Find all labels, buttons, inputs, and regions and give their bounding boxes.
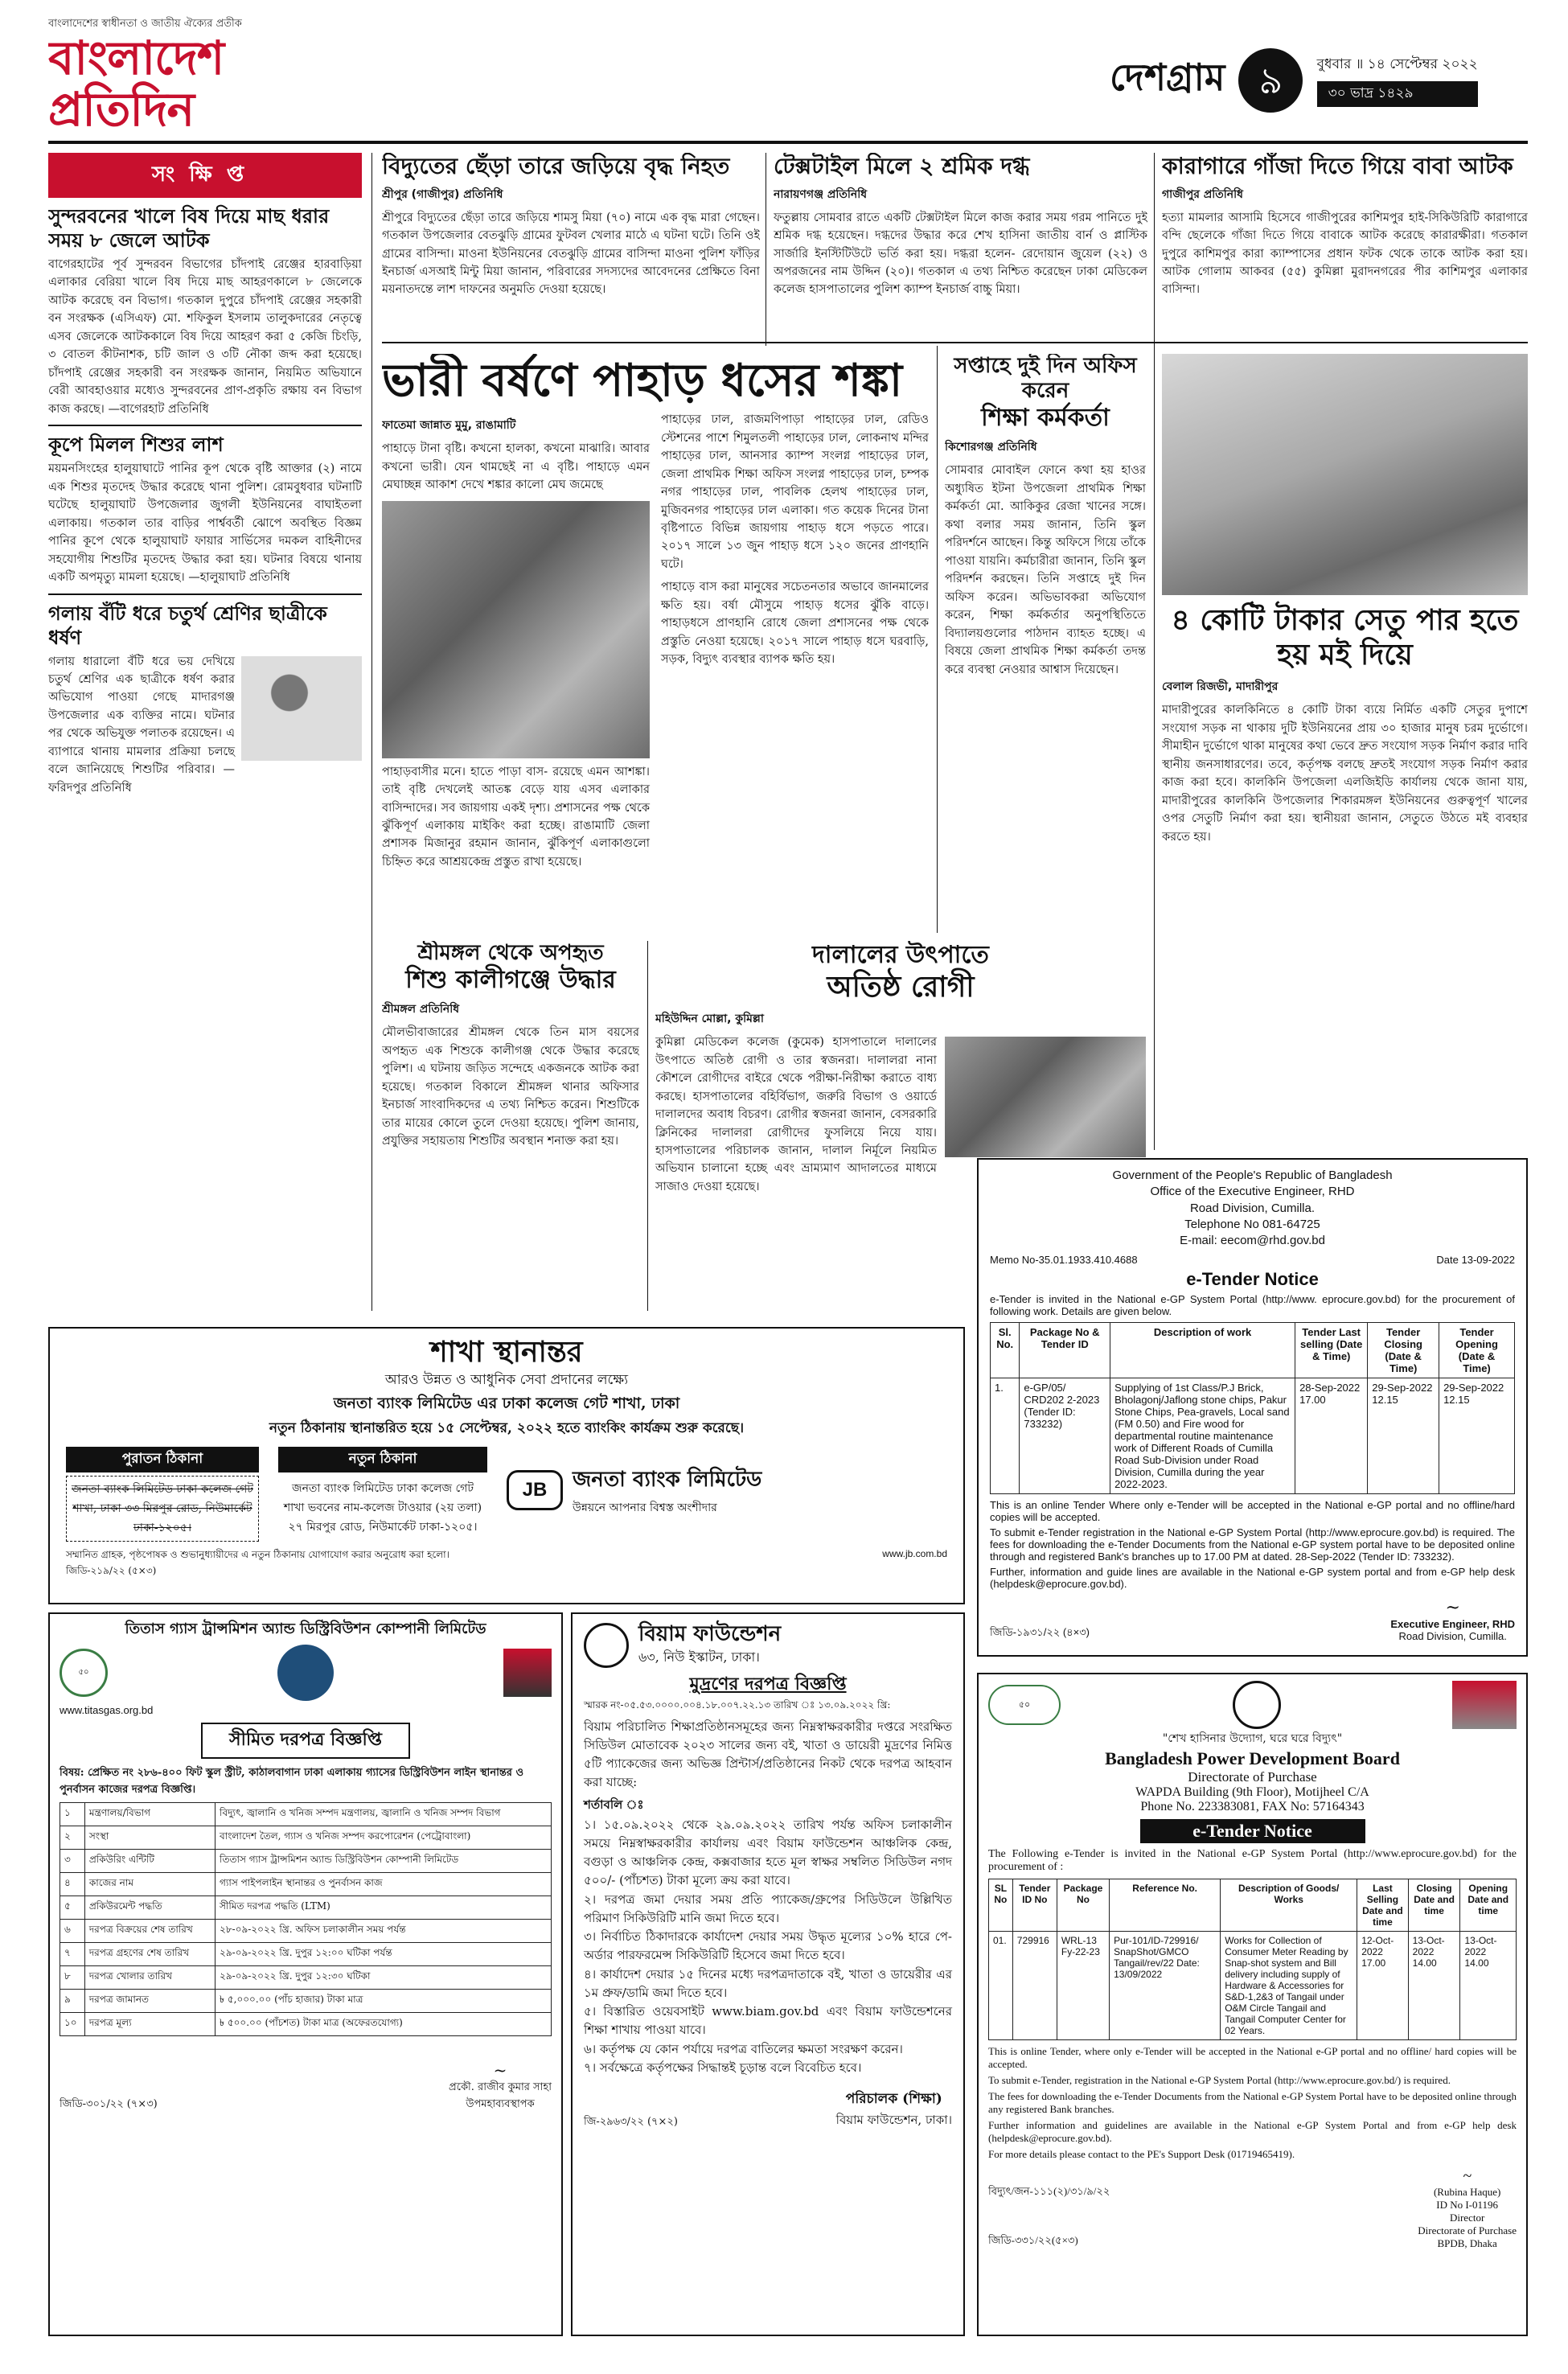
note: Further, information and guide lines are available in the National e-GP system portal and from e-GP help desk (helpdesk@eprocure.gov.bd). <box>990 1566 1515 1591</box>
janata-logo-icon: JB <box>507 1470 563 1510</box>
article-byline: কিশোরগঞ্জ প্রতিনিধি <box>945 441 1037 454</box>
article-headline-top: সপ্তাহে দুই দিন অফিস করেন <box>954 354 1137 404</box>
cell: দরপত্র বিক্রয়ের শেষ তারিখ <box>84 1919 215 1942</box>
cell: ৮ <box>60 1965 85 1989</box>
row-divider <box>382 342 1528 343</box>
article-byline: গাজীপুর প্রতিনিধি <box>1162 187 1244 201</box>
col-header: Opening Date and time <box>1460 1879 1517 1932</box>
column-divider <box>1154 346 1155 1150</box>
col-header: Tender ID No <box>1012 1879 1057 1932</box>
signer-title: পরিচালক (শিক্ষা) <box>845 2091 942 2108</box>
biam-ad[interactable] <box>571 1612 965 2336</box>
memo-no: স্মারক নং-০৫.৫৩.০০০০.০০৪.১৮.০০৭.২২.১৩ তারিখ ঃ ১৩.০৯.২০২২ খ্রি: <box>584 1698 891 1711</box>
board-name: Bangladesh Power Development Board <box>1105 1748 1400 1768</box>
signer-title: Executive Engineer, RHD <box>1390 1618 1515 1631</box>
table-row <box>60 1942 552 1965</box>
column-divider <box>647 941 648 1311</box>
ad-line: নতুন ঠিকানায় স্থানান্তরিত হয়ে ১৫ সেপ্টেম্বর, ২০২২ হতে ব্যাংকিং কার্যক্রম শুরু করেছে। <box>269 1420 745 1437</box>
address: WAPDA Building (9th Floor), Motijheel C/A <box>1135 1785 1369 1799</box>
titas-gas-ad[interactable] <box>48 1612 563 2336</box>
masthead-name: বাংলাদেশ প্রতিদিন <box>48 31 224 137</box>
list-item[interactable] <box>48 198 362 426</box>
cell: দরপত্র খোলার তারিখ <box>84 1965 215 1989</box>
article-body: সোমবার মোবাইল ফোনে কথা হয় হাওর অধ্যুষিত ইটনা উপজেলা প্রাথমিক শিক্ষা কর্মকর্তা মো. আকিকুর রেজা খানের সঙ্গে। কথা বলার সময় জানান, তিনি স্কুল পরিদর্শনে আছেন। কিন্তু অফিসে গিয়ে তাঁকে পাওয়া যায়নি। কর্মচারীরা জানান, তিনি স্কুল পরিদর্শন করছেন। তিনি সপ্তাহে দুই দিন অফিস করেন। অভিভাবকরা অভিযোগ করেন, শিক্ষা কর্মকর্তার অনুপস্থিতিতে বিদ্যালয়গুলোর পাঠদান ব্যাহত হচ্ছে। এ বিষয়ে জেলা প্রাথমিক শিক্ষা কর্মকর্তা তদন্ত করে ব্যবস্থা নেওয়ার আশ্বাস দিয়েছেন। <box>945 464 1146 676</box>
signer-org: BPDB, Dhaka <box>1437 2237 1497 2249</box>
cell: 29-Sep-2022 12.15 <box>1439 1378 1515 1494</box>
list-item[interactable] <box>48 595 362 804</box>
cell: দরপত্র মূল্য <box>84 2012 215 2035</box>
table-row <box>60 1849 552 1872</box>
slogan: "শেখ হাসিনার উদ্যোগ, ঘরে ঘরে বিদ্যুৎ" <box>1162 1732 1343 1745</box>
article-headline-top: শ্রীমঙ্গল থেকে অপহৃত <box>417 941 604 965</box>
signature: ~ <box>493 2060 507 2080</box>
masthead-rule <box>48 141 1528 144</box>
signer-office: Road Division, Cumilla. <box>1398 1630 1507 1643</box>
cell: 12-Oct-2022 17.00 <box>1357 1932 1408 2040</box>
lead-body-1: পাহাড়বাসীর মনে। হাতে পাড়া বাস- রয়েছে এমন আশঙ্কা। তাই বৃষ্টি দেখলেই আতঙ্ক বেড়ে যায় এসব এলাকার বাসিন্দাদের। সব জায়গায় একই দৃশ্য। প্রশাসনের পক্ষ থেকে ঝুঁকিপূর্ণ এলাকায় মাইকিং করা হচ্ছে। রাঙামাটি জেলা প্রশাসক মিজানুর রহমান জানান, ঝুঁকিপূর্ণ এলাকাগুলো চিহ্নিত করে আশ্রয়কেন্দ্র প্রস্তুত রাখা হয়েছে। <box>382 765 650 869</box>
cell: 13-Oct-2022 14.00 <box>1408 1932 1460 2040</box>
article-setu[interactable] <box>1162 354 1528 1158</box>
ad-line: আরও উন্নত ও আধুনিক সেবা প্রদানের লক্ষ্যে <box>384 1372 629 1389</box>
cell: ৪ <box>60 1872 85 1896</box>
cell: 29-Sep-2022 12.15 <box>1368 1378 1439 1494</box>
signer-name: (Rubina Haque) <box>1433 2186 1501 2198</box>
col-header: Sl. No. <box>991 1323 1020 1378</box>
article-headline: শিক্ষা কর্মকর্তা <box>981 404 1110 433</box>
cell: ১০ <box>60 2012 85 2035</box>
article-byline: বেলাল রিজভী, মাদারীপুর <box>1162 680 1279 694</box>
sangkhipto-column <box>48 153 362 1327</box>
gd-number: জি-২৯৬৩/২২ (৭×২) <box>584 2116 678 2129</box>
table-row <box>991 1378 1515 1494</box>
cell: ৳ ৫,০০০.০০ (পাঁচ হাজার) টাকা মাত্র <box>215 1989 552 2012</box>
list-item[interactable] <box>48 426 362 594</box>
memo-date: Date 13-09-2022 <box>1436 1254 1515 1267</box>
memo-no: বিদ্যুৎ/জন-১১১(২)/৩১/৯/২২ <box>988 2185 1110 2197</box>
col-header: Description of work <box>1110 1323 1295 1378</box>
article-body: মাদারীপুরের কালকিনিতে ৪ কোটি টাকা ব্যয়ে নির্মিত একটি সেতুর দুপাশে সংযোগ সড়ক না থাকায় দুটি ইউনিয়নের প্রায় ৩০ হাজার মানুষ চরম দুর্ভোগে। সীমাহীন দুর্ভোগে থাকা মানুষের কথা ভেবে দ্রুত সংযোগ সড়ক নির্মাণ করার দাবি স্থানীয় জনসাধারণের। তবে, কর্তৃপক্ষ বলছে দ্রুতই সংযোগ সড়ক নির্মাণ করার কাজ করা হবে। কালকিনি উপজেলা এলজিইডি কার্যালয় থেকে জানা যায়, মাদারীপুরের কালকিনি উপজেলার শিকারমঙ্গল ইউনিয়নের গুরুত্বপূর্ণ খালের ওপর সেতুটি নির্মাণ করা হয়। স্থানীয়রা জানান, সেতুতে উঠতে মই ব্যবহার করতে হয়। <box>1162 704 1528 844</box>
note: For more details please contact to the PE's Support Desk (01719465419). <box>988 2148 1295 2160</box>
tender-table <box>988 1879 1517 2040</box>
cell: ২৯-০৯-২০২২ খ্রি. দুপুর ১২:০০ ঘটিকা পর্যন্ত <box>215 1942 552 1965</box>
cell: ২ <box>60 1826 85 1849</box>
condition-item: ৫। বিস্তারিত ওয়েবসাইট www.biam.gov.bd এবং বিয়াম ফাউন্ডেশনের শিক্ষা শাখায় পাওয়া যাবে। <box>584 2004 952 2038</box>
note: This is online Tender, where only e-Tender will be accepted in the National e-GP portal and no offline/ hard copies will be accepted. <box>988 2045 1517 2070</box>
signer-title: Director <box>1449 2212 1485 2224</box>
article-body: হত্যা মামলার আসামি হিসেবে গাজীপুরের কাশিমপুর হাই-সিকিউরিটি কারাগারে বন্দি ছেলেকে গাঁজা দিতে গিয়ে বাবাকে আটক করেছে কারারক্ষীরা। গতকাল দুপুরে কাশিমপুর কারা ক্যাম্পাসের প্রধান ফটক থেকে তাকে আটক করা হয়। আটক গোলাম আকবর (৫৫) কুমিল্লা মুরাদনগরের পীর কাশিমপুর এলাকার বাসিন্দা। <box>1162 211 1528 297</box>
cell: ৳ ৫০০.০০ (পাঁচশত) টাকা মাত্র (অফেরতযোগ্য) <box>215 2012 552 2035</box>
bank-website[interactable]: www.jb.com.bd <box>882 1548 947 1560</box>
cell: 01. <box>989 1932 1013 2040</box>
titas-table <box>60 1802 552 2036</box>
cell: Works for Collection of Consumer Meter Reading by Snap-shot system and Bill delivery including supply of Hardware & Accessories for S&D-1,2&3 of Tangail under O&M Circle Tangail and Tangail Computer Center for 02 Years. <box>1221 1932 1357 2040</box>
portrait-icon <box>1452 1681 1517 1729</box>
note: This is an online Tender Where only e-Tender will be accepted in the National e-GP portal and no offline/hard copies will be accepted. <box>990 1499 1515 1524</box>
article-headline: অতিষ্ঠ রোগী <box>827 970 975 1004</box>
bank-slogan: উন্নয়নে আপনার বিশ্বস্ত অংশীদার <box>573 1501 717 1515</box>
phone: Telephone No 081-64725 <box>1184 1217 1320 1231</box>
table-row <box>60 1896 552 1919</box>
table-row <box>60 1802 552 1826</box>
signer-title: উপমহাব্যবস্থাপক <box>466 2097 535 2110</box>
phone: Phone No. 223383081, FAX No: 57164343 <box>1140 1800 1365 1813</box>
ad-intro: বিয়াম পরিচালিত শিক্ষাপ্রতিষ্ঠানসমূহের জন্য নিম্নস্বাক্ষরকারীর দপ্তরে সংরক্ষিত সিডিউল মোতাবেক ২০২৩ সালের জন্য বই, খাতা ও ডায়েরী মুদ্রণের নিমিত্ত ৫টি প্যাকেজের জন্য অভিজ্ঞ প্রিন্টার্স/প্রতিষ্ঠানের নিকট থেকে দরপত্র আহবান করা যাচ্ছে: <box>584 1719 952 1790</box>
article-headline: শিশু কালীগঞ্জে উদ্ধার <box>405 966 616 995</box>
section-title: দেশগ্রাম <box>1110 55 1225 99</box>
tender-table <box>990 1322 1515 1494</box>
table-row <box>60 1826 552 1849</box>
cell: 1. <box>991 1378 1020 1494</box>
bridge-photo <box>1162 354 1528 595</box>
article-body: শ্রীপুরে বিদ্যুতের ছেঁড়া তারে জড়িয়ে শামসু মিয়া (৭০) নামে এক বৃদ্ধ মারা গেছেন। গতকাল উপজেলার বেতঝুড়ি গ্রামের ফুটবল খেলার মাঠে এ ঘটনা ঘটে। তিনি ওই গ্রামের বাসিন্দা। মাওনা ইউনিয়নের বেতঝুড়ি গ্রামের বাসিন্দা মাওনা পুলিশ ফাঁড়ির ইনচার্জ এসআই মিন্টু মিয়া জানান, পরিবারের সদস্যদের আবেদনের প্রেক্ষিতে বিনা ময়নাতদন্তে লাশ দাফনের অনুমতি দেওয়া হয়েছে। <box>382 211 760 297</box>
rhd-tender-ad[interactable] <box>977 1158 1528 1657</box>
lead-headline: ভারী বর্ষণে পাহাড় ধসের শঙ্কা <box>382 354 903 407</box>
division-name: Road Division, Cumilla. <box>1189 1201 1316 1215</box>
landslide-photo <box>382 501 650 758</box>
condition-item: ৩। নির্বাচিত ঠিকাদারকে কার্যাদেশ দেয়ার সময় উদ্ধৃত মূল্যের ১০% হারে পে-অর্ডার পারফরমেন্স সিকিউরিটি হিসেবে জমা দিতে হবে। <box>584 1929 952 1963</box>
column-divider <box>371 153 372 1311</box>
tender-intro: The Following e-Tender is invited in the National e-GP System Portal (http://www.eprocure.gov.bd) for the procurement of : <box>988 1848 1517 1873</box>
article-byline: মহিউদ্দিন মোল্লা, কুমিল্লা <box>655 1012 764 1026</box>
cell: দরপত্র জামানত <box>84 1989 215 2012</box>
cell: 729916 <box>1012 1932 1057 2040</box>
article-bidyut[interactable] <box>382 153 760 346</box>
memo-no: Memo No-35.01.1933.410.4688 <box>990 1254 1138 1267</box>
new-address: জনতা ব্যাংক লিমিটেড ঢাকা কলেজ গেট শাখা ভবনের নাম-কলেজ টাওয়ার (২য় তলা) ২৭ মিরপুর রোড, নিউমার্কেট ঢাকা-১২০৫। <box>283 1482 482 1534</box>
lead-article[interactable] <box>382 354 929 933</box>
article-sreemangal[interactable] <box>382 941 639 1311</box>
gov-name: Government of the People's Republic of Bangladesh <box>1112 1169 1393 1182</box>
article-headline: বিদ্যুতের ছেঁড়া তারে জড়িয়ে বৃদ্ধ নিহত <box>382 153 730 179</box>
lead-body-3: পাহাড়ে বাস করা মানুষের সচেতনতার অভাবে জানমালের ক্ষতি হয়। বর্ষা মৌসুমে পাহাড় ধসের ঝুঁকি বাড়ে। পাহাড়ধসে প্রাণহানি রোধে জেলা প্রশাসনের পক্ষ থেকে প্রস্তুতি নেওয়া হয়েছে। ২০১৭ সালে পাহাড় ধসে ঘরবাড়ি, সড়ক, বিদ্যুৎ ব্যবস্থার ব্যাপক ক্ষতি হয়। <box>661 581 929 667</box>
old-address-label: পুরাতন ঠিকানা <box>66 1447 259 1472</box>
signature: ~ <box>1463 2167 1472 2185</box>
lead-intro: পাহাড়ে টানা বৃষ্টি। কখনো হালকা, কখনো মাঝারি। আবার কখনো ভারী। যেন থামছেই না এ বৃষ্টি। পাহাড়ে এমন মেঘাচ্ছন্ন আকাশ দেখে শঙ্কার কালো মেঘ জমেছে <box>382 442 650 492</box>
bpdb-logo-icon <box>1233 1681 1281 1729</box>
note: To submit e-Tender, registration in the National e-GP System Portal (http://www.eprocure.gov.bd/) is required. <box>988 2074 1451 2086</box>
email: E-mail: eecom@rhd.gov.bd <box>1180 1234 1325 1247</box>
gd-number: জিডি-৩৩১/২২(৫×৩) <box>988 2234 1078 2246</box>
company-name: তিতাস গ্যাস ট্রান্সমিশন অ্যান্ড ডিস্ট্রিবিউশন কোম্পানী লিমিটেড <box>125 1620 486 1637</box>
article-body: ফতুল্লায় সোমবার রাতে একটি টেক্সটাইল মিলে কাজ করার সময় গরম পানিতে দুই শ্রমিক দগ্ধ হয়েছেন। দগ্ধদের উদ্ধার করে শেখ হাসিনা জাতীয় বার্ন ও প্লাস্টিক সার্জারি ইনস্টিটিউটে ভর্তি করা হয়। দগ্ধরা হলেন- রেদোয়ান জুয়েল (২২) ও অপরজনের নাম উদ্দিন (২০)। গতকাল এ তথ্য নিশ্চিত করেছেন ঢাকা মেডিকেল কলেজ হাসপাতালের পুলিশ ক্যাম্প ইনচার্জ বাচ্চু মিয়া। <box>774 211 1147 297</box>
hospital-photo <box>945 1037 1146 1157</box>
old-address: জনতা ব্যাংক লিমিটেড ঢাকা কলেজ গেট শাখা, ঢাকা ৩৩ মিরপুর রোড, নিউমার্কেট ঢাকা-১২০৫। <box>66 1476 259 1542</box>
article-body: কুমিল্লা মেডিকেল কলেজ (কুমেক) হাসপাতালে দালালের উৎপাতে অতিষ্ঠ রোগী ও তার স্বজনরা। দালালরা নানা কৌশলে রোগীদের বাইরে থেকে পরীক্ষা-নিরীক্ষা করাতে বাধ্য করছে। হাসপাতালের বহির্বিভাগ, জরুরি বিভাগ ও ওয়ার্ডে দালালদের অবাধ বিচরণ। রোগীর স্বজনরা জানান, বেসরকারি ক্লিনিকের দালালরা রোগীদের ফুসলিয়ে নিয়ে যায়। হাসপাতালের পরিচালক জানান, দালাল নির্মূলে নিয়মিত অভিযান চালানো হচ্ছে এবং ভ্রাম্যমাণ আদালতের মাধ্যমে সাজাও দেওয়া হয়েছে। <box>655 1036 937 1193</box>
biam-logo-icon <box>584 1623 629 1668</box>
col-header: Closing Date and time <box>1408 1879 1460 1932</box>
ad-line: জনতা ব্যাংক লিমিটেড এর ঢাকা কলেজ গেট শাখা, ঢাকা <box>333 1394 680 1413</box>
cell: প্রকিউরমেন্ট পদ্ধতি <box>84 1896 215 1919</box>
note: The fees for downloading the e-Tender Documents from the National e-GP System Portal have to be deposited online through any registered Bank branches. <box>988 2090 1517 2115</box>
signature: ~ <box>1445 1598 1460 1619</box>
page-banner <box>1110 16 1528 137</box>
page-date-bangla: ৩০ ভাদ্র ১৪২৯ <box>1317 81 1478 107</box>
masthead-logo[interactable] <box>48 16 354 137</box>
article-headline-top: দালালের উৎপাতে <box>812 941 989 969</box>
cell: 28-Sep-2022 17.00 <box>1295 1378 1368 1494</box>
note: To submit e-Tender registration in the National e-GP System Portal (http://www.eprocure.gov.bd) is required. The fees for downloading the e-Tender Documents from the National e-GP system portal have to be deposited online through and registered Bank's branches up to 17.00 PM at dated. 28-Sep-2022 (Tender ID: 733232). <box>990 1526 1515 1563</box>
bank-name: জনতা ব্যাংক লিমিটেড <box>573 1468 762 1493</box>
cell: বিদ্যুৎ, জ্বালানি ও খনিজ সম্পদ মন্ত্রণালয়, জ্বালানি ও খনিজ সম্পদ বিভাগ <box>215 1802 552 1826</box>
cell: ৭ <box>60 1942 85 1965</box>
table-row <box>60 1872 552 1896</box>
condition-item: ৭। সর্বক্ষেত্রে কর্তৃপক্ষের সিদ্ধান্তই চূড়ান্ত বলে বিবেচিত হবে। <box>584 2060 862 2075</box>
ad-title: মুদ্রণের দরপত্র বিজ্ঞপ্তি <box>689 1674 847 1695</box>
cell: ১ <box>60 1802 85 1826</box>
signer-name: প্রকৌ. রাজীব কুমার সাহা <box>449 2080 552 2093</box>
col-header: Reference No. <box>1110 1879 1221 1932</box>
new-address-label: নতুন ঠিকানা <box>278 1447 487 1472</box>
office-name: Office of the Executive Engineer, RHD <box>1150 1185 1355 1199</box>
article-headline: কারাগারে গাঁজা দিতে গিয়ে বাবা আটক <box>1162 153 1513 179</box>
cell: Supplying of 1st Class/P.J Brick, Bholagonj/Jaflong stone chips, Pakur Stone Chips, Pea-gravels, Local sand (FM 0.50) and Fire wood for departmental routine maintenance work of Different Roads of Cumilla Road Sub-Division under Road Division, Cumilla during the year 2022-2023. <box>1110 1378 1295 1494</box>
item-title: গলায় বঁটি ধরে চতুর্থ শ্রেণির ছাত্রীকে ধর্ষণ <box>48 601 327 649</box>
article-byline: শ্রীমঙ্গল প্রতিনিধি <box>382 1003 460 1017</box>
item-body: বাগেরহাটের পূর্ব সুন্দরবন বিভাগের চাঁদপাই রেঞ্জের হারবাড়িয়া এলাকার বেরিয়া খালে বিষ দিয়ে মাছ আহরণকালে ৮ জেলেকে আটক করেছে বন বিভাগ। গতকাল দুপুরে চাঁদপাই রেঞ্জের সহকারী বন সংরক্ষক (এসিএফ) মো. শফিকুল ইসলাম তালুকদারের নেতৃত্বে এসব জেলেকে আটককালে বিষ দিয়ে আহরণ করা ৫ কেজি চিংড়ি, ৩ বোতল কীটনাশক, চটি জাল ও ৩টি নৌকা জব্দ করা হয়েছে। চাঁদপাই রেঞ্জের সহকারী বন সংরক্ষক জানান, নিয়মিত অভিযানে বেরী আবহাওয়ার মধ্যেও সুন্দরবনের প্রাণ-প্রকৃতি রক্ষায় বন বিভাগ কাজ করছে। —বাগেরহাট প্রতিনিধি <box>48 258 362 416</box>
cell: Pur-101/ID-729916/ SnapShot/GMCO Tangail/rev/22 Date: 13/09/2022 <box>1110 1932 1221 2040</box>
org-address: ৬৩, নিউ ইস্কাটন, ঢাকা। <box>638 1649 760 1665</box>
lead-body-2: পাহাড়ের ঢাল, রাজমণিপাড়া পাহাড়ের ঢাল, রেডিও স্টেশনের পাশে শিমুলতলী পাহাড়ের ঢাল, লোকনাথ মন্দির পাহাড়ের ঢাল, আনসার ক্যাম্প সংলগ্ন পাহাড়ের ঢাল, জেলা প্রাথমিক শিক্ষা অফিস সংলগ্ন পাহাড়ের ঢাল, চম্পক নগর পাহাড়ের ঢাল, পাবলিক হেলথ পাহাড়ের ঢাল, মুজিবনগর পাহাড়ের ঢাল এলাকা। গত কয়েক দিনের টানা বৃষ্টিপাতে বিভিন্ন জায়গায় পাহাড় ধসে পড়তে পারে। ২০১৭ সালে ১৩ জুন পাহাড় ধসে ১২০ জনের প্রাণহানি ঘটে। <box>661 413 929 571</box>
sangkhipto-header: সংক্ষিপ্ত <box>48 153 362 198</box>
cell: WRL-13 Fy-22-23 <box>1057 1932 1109 2040</box>
item-title: কূপে মিলল শিশুর লাশ <box>48 433 224 457</box>
condition-item: ৬। কর্তৃপক্ষ যে কোন পর্যায়ে দরপত্র বাতিলের ক্ষমতা সংরক্ষণ করেন। <box>584 2041 903 2056</box>
condition-item: ২। দরপত্র জমা দেয়ার সময় প্রতি প্যাকেজ/গ্রুপের সিডিউলে উল্লিখিত পরিমাণ সিকিউরিটি মানি জমা দিতে হবে। <box>584 1891 952 1925</box>
table-row <box>60 1919 552 1942</box>
masthead-tagline: বাংলাদেশের স্বাধীনতা ও জাতীয় ঐক্যের প্রতীক <box>48 18 242 30</box>
cell: তিতাস গ্যাস ট্রান্সমিশন অ্যান্ড ডিস্ট্রিবিউশন কোম্পানী লিমিটেড <box>215 1849 552 1872</box>
cell: কাজের নাম <box>84 1872 215 1896</box>
article-byline: নারায়ণগঞ্জ প্রতিনিধি <box>774 187 868 201</box>
column-divider <box>937 346 938 933</box>
gd-number: জিডি-১৯৩১/২২ (৪×৩) <box>990 1626 1090 1639</box>
table-row <box>60 2012 552 2035</box>
cell: ২৯-০৯-২০২২ খ্রি. দুপুর ১২:৩০ ঘটিকা <box>215 1965 552 1989</box>
page-number: ৯ <box>1238 48 1303 113</box>
cell: বাংলাদেশ তৈল, গ্যাস ও খনিজ সম্পদ করপোরেশন (পেট্রোবাংলা) <box>215 1826 552 1849</box>
col-header: Package No & Tender ID <box>1020 1323 1110 1378</box>
portrait-icon <box>503 1649 552 1697</box>
col-header: Tender Closing (Date & Time) <box>1368 1323 1439 1378</box>
gd-number: জিডি-২১৯/২২ (৫×৩) <box>66 1565 157 1577</box>
company-website[interactable]: www.titasgas.org.bd <box>60 1703 154 1716</box>
ad-footer: সম্মানিত গ্রাহক, পৃষ্ঠপোষক ও শুভানুধ্যায়ীদের এ নতুন ঠিকানায় যোগাযোগ করার অনুরোধ করা হলো। <box>66 1549 449 1561</box>
cell: প্রকিউরিং এন্টিটি <box>84 1849 215 1872</box>
cell: সীমিত দরপত্র পদ্ধতি (LTM) <box>215 1896 552 1919</box>
org-name: বিয়াম ফাউন্ডেশন <box>638 1622 782 1646</box>
table-row <box>989 1932 1517 2040</box>
item-title: সুন্দরবনের খালে বিষ দিয়ে মাছ ধরার সময় ৮ জেলে আটক <box>48 204 330 252</box>
tender-title: e-Tender Notice <box>1140 1819 1365 1843</box>
cell: ৩ <box>60 1849 85 1872</box>
col-header: Last Selling Date and time <box>1357 1879 1408 1932</box>
cell: ৯ <box>60 1989 85 2012</box>
tender-intro: e-Tender is invited in the National e-GP System Portal (http://www. eprocure.gov.bd) for the procurement of following work. Details are given below. <box>990 1293 1515 1318</box>
cell: ৬ <box>60 1919 85 1942</box>
gd-number: জিডি-৩০১/২২ (৭×৩) <box>60 2097 158 2110</box>
cell: সংস্থা <box>84 1826 215 1849</box>
janata-bank-ad[interactable] <box>48 1327 965 1604</box>
article-karagar[interactable] <box>1162 153 1528 346</box>
col-header: Tender Opening (Date & Time) <box>1439 1323 1515 1378</box>
cell: 13-Oct-2022 14.00 <box>1460 1932 1517 2040</box>
article-byline: শ্রীপুর (গাজীপুর) প্রতিনিধি <box>382 187 503 201</box>
col-header: Package No <box>1057 1879 1109 1932</box>
cell: মন্ত্রণালয়/বিভাগ <box>84 1802 215 1826</box>
tender-title: e-Tender Notice <box>1186 1269 1319 1290</box>
ad-title: সীমিত দরপত্র বিজ্ঞপ্তি <box>201 1723 410 1759</box>
cell: ৫ <box>60 1896 85 1919</box>
cell: গ্যাস পাইপলাইন স্থানান্তর ও পুনর্বাসন কাজ <box>215 1872 552 1896</box>
col-header: Tender Last selling (Date & Time) <box>1295 1323 1368 1378</box>
article-headline: ৪ কোটি টাকার সেতু পার হতে হয় মই দিয়ে <box>1171 603 1519 672</box>
signer-org: বিয়াম ফাউন্ডেশন, ঢাকা। <box>835 2113 952 2128</box>
col-header: Description of Goods/ Works <box>1221 1879 1357 1932</box>
cell: ২৮-০৯-২০২২ খ্রি. অফিস চলাকালীন সময় পর্যন্ত <box>215 1919 552 1942</box>
dept-name: Directorate of Purchase <box>1188 1769 1317 1785</box>
bpdb-tender-ad[interactable] <box>977 1673 1528 2336</box>
page-date: বুধবার ॥ ১৪ সেপ্টেম্বর ২০২২ <box>1316 56 1478 72</box>
article-textile[interactable] <box>774 153 1147 346</box>
table-row <box>60 1989 552 2012</box>
article-headline: টেক্সটাইল মিলে ২ শ্রমিক দগ্ধ <box>774 153 1030 179</box>
table-row <box>60 1965 552 1989</box>
illustration-image <box>241 656 362 761</box>
ad-title: শাখা স্থানান্তর <box>430 1335 583 1369</box>
mujib-logo-icon: ৫০ <box>988 1685 1061 1725</box>
note: Further information and guidelines are available in the National e-GP System Portal and from e-GP help desk (helpdesk@eprocure.gov.bd). <box>988 2119 1517 2144</box>
article-body: মৌলভীবাজারের শ্রীমঙ্গল থেকে তিন মাস বয়সের অপহৃত এক শিশুকে কালীগঞ্জ থেকে উদ্ধার করেছে পুলিশ। এ ঘটনায় জড়িত সন্দেহে একজনকে আটক করা হয়েছে। গতকাল বিকালে শ্রীমঙ্গল থানার অফিসার ইনচার্জ সাংবাদিকদের এ তথ্য নিশ্চিত করেন। শিশুটিকে তার মায়ের কোলে তুলে দেওয়া হয়েছে। পুলিশ জানায়, প্রযুক্তির সহায়তায় শিশুটির অবস্থান শনাক্ত করা হয়। <box>382 1026 639 1148</box>
item-body: গলায় ধারালো বঁটি ধরে ভয় দেখিয়ে চতুর্থ শ্রেণির এক ছাত্রীকে ধর্ষণ করার অভিযোগ পাওয়া গেছে মাদারগঞ্জ উপজেলার এক ব্যক্তির নামে। ঘটনার পর থেকে অভিযুক্ত পলাতক রয়েছেন। এ ব্যাপারে থানায় মামলার প্রক্রিয়া চলছে বলে জানিয়েছে শিশুটির পরিবার। —ফরিদপুর প্রতিনিধি <box>48 655 235 795</box>
condition-item: ৪। কার্যাদেশ দেয়ার ১৫ দিনের মধ্যে দরপত্রদাতাকে বই, খাতা ও ডায়েরীর এর ১ম প্রুফ/ডামি জমা দিতে হবে। <box>584 1966 952 2000</box>
condition-item: ১। ১৫.০৯.২০২২ থেকে ২৯.০৯.২০২২ তারিখ পর্যন্ত অফিস চলাকালীন সময়ে নিম্নস্বাক্ষরকারীর কার্যালয় এবং বিয়াম ফাউন্ডেশন আঞ্চলিক কেন্দ্র, বগুড়া ও আঞ্চলিক কেন্দ্র, কক্সবাজার হতে মূল স্বাক্ষর সম্বলিত সিডিউল নগদ ৫০০/- (পাঁচশত) টাকা মূল্যে ক্রয় করা যাবে। <box>584 1817 952 1888</box>
conditions-label: শর্তাবলি ঃ <box>584 1797 644 1812</box>
titas-logo-icon <box>277 1645 334 1701</box>
col-header: SL No <box>989 1879 1013 1932</box>
signer-dept: Directorate of Purchase <box>1418 2224 1517 2236</box>
column-divider <box>1154 153 1155 346</box>
cell: e-GP/05/ CRD202 2-2023 (Tender ID: 733232) <box>1020 1378 1110 1494</box>
lead-byline: ফাতেমা জান্নাত মুমু, রাঙামাটি <box>382 419 516 433</box>
cell: দরপত্র গ্রহণের শেষ তারিখ <box>84 1942 215 1965</box>
mujib-logo-icon: ৫০ <box>60 1649 108 1697</box>
ad-subject: বিষয়: প্রেক্ষিত নং ২৮৬-৪০০ ফিট স্কুল স্ট্রীট, কাঠালবাগান ঢাকা এলাকায় গ্যাসের ডিস্ট্রিবিউশন লাইন স্থানান্তর ও পুনর্বাসন কাজের দরপত্র বিজ্ঞপ্তি। <box>60 1766 524 1796</box>
item-body: ময়মনসিংহের হালুয়াঘাটে পানির কূপ থেকে বৃষ্টি আক্তার (২) নামে এক শিশুর মৃতদেহ উদ্ধার করেছে থানা পুলিশ। রোমবুধবার ঘটনাটি ঘটেছে হালুয়াঘাট উপজেলার জুগলী ইউনিয়নের বাঘাইতলা এলাকায়। গতকাল তার বাড়ির পার্শ্ববর্তী ঝোপে অবস্থিত বিজ্ঞম পানির কূপে থেকে হালুয়াঘাট ফায়ার সার্ভিসের দমকল বাহিনীদের সহযোগীয় শিশুটির মৃতদেহ উদ্ধার করা হয়। ঘটনার বিষয়ে থানায় একটি অপমৃত্যু মামলা হয়েছে। —হালুয়াঘাট প্রতিনিধি <box>48 462 362 585</box>
signer-id: ID No I-01196 <box>1436 2199 1499 2211</box>
